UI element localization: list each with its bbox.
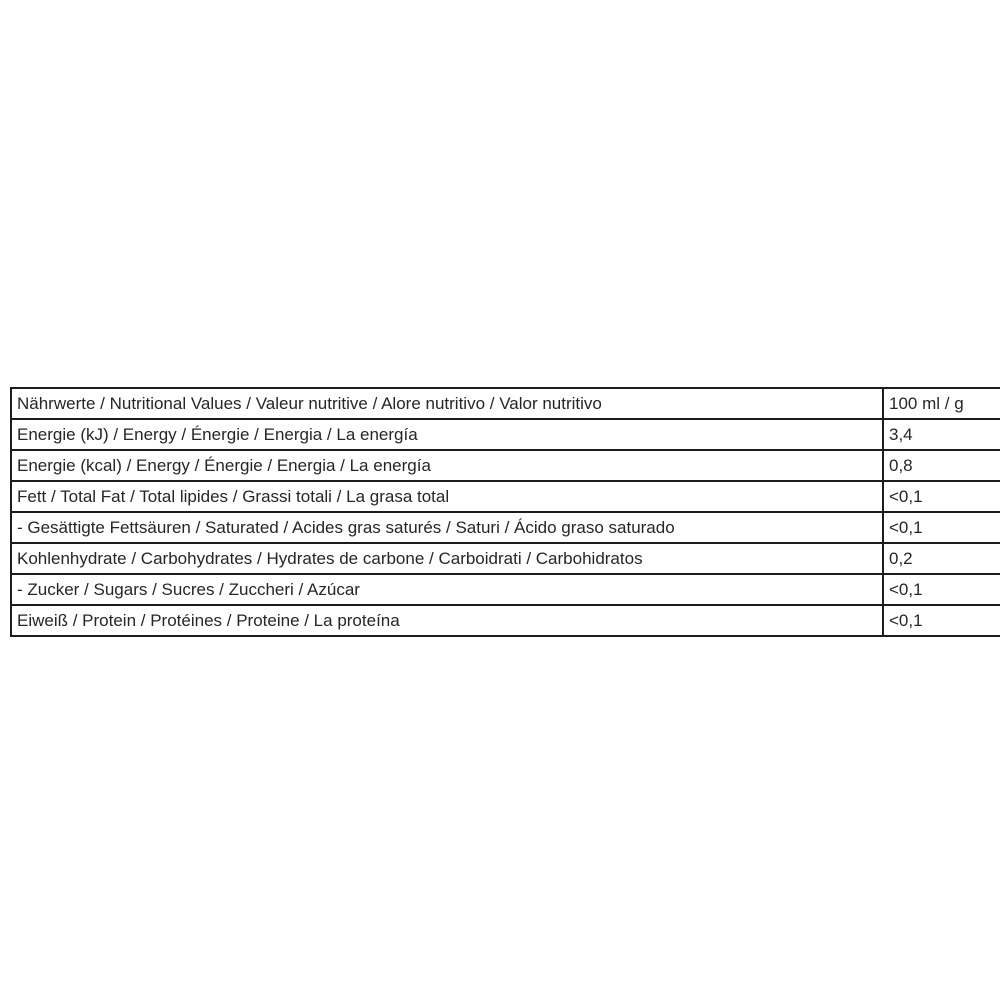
nutrient-label-cell: Kohlenhydrate / Carbohydrates / Hydrates de carbone / Carboidrati / Carbohidratos xyxy=(11,543,883,574)
nutrient-value-cell: <0,1 xyxy=(883,481,1000,512)
table-row xyxy=(11,450,1000,481)
nutrient-value-cell: <0,1 xyxy=(883,574,1000,605)
table-row xyxy=(11,481,1000,512)
nutrient-label-cell: - Gesättigte Fettsäuren / Saturated / Acides gras saturés / Saturi / Ácido graso saturado xyxy=(11,512,883,543)
table-row-header xyxy=(11,388,1000,419)
nutrient-label-cell: Fett / Total Fat / Total lipides / Grassi totali / La grasa total xyxy=(11,481,883,512)
table-row xyxy=(11,543,1000,574)
nutrient-label-cell: - Zucker / Sugars / Sucres / Zuccheri / Azúcar xyxy=(11,574,883,605)
nutrient-value-cell: <0,1 xyxy=(883,605,1000,636)
nutrient-value-cell: 0,2 xyxy=(883,543,1000,574)
table-row xyxy=(11,605,1000,636)
nutrition-values-table xyxy=(10,387,1000,637)
nutrient-label-cell: Eiweiß / Protein / Protéines / Proteine / La proteína xyxy=(11,605,883,636)
nutrient-value-cell: 3,4 xyxy=(883,419,1000,450)
table-row xyxy=(11,574,1000,605)
nutrient-label-cell: Nährwerte / Nutritional Values / Valeur nutritive / Alore nutritivo / Valor nutritivo xyxy=(11,388,883,419)
table-row xyxy=(11,512,1000,543)
table-row xyxy=(11,419,1000,450)
nutrient-value-cell: <0,1 xyxy=(883,512,1000,543)
nutrient-label-cell: Energie (kcal) / Energy / Énergie / Energia / La energía xyxy=(11,450,883,481)
nutrient-value-cell: 0,8 xyxy=(883,450,1000,481)
nutrient-label-cell: Energie (kJ) / Energy / Énergie / Energia / La energía xyxy=(11,419,883,450)
nutrient-value-cell: 100 ml / g xyxy=(883,388,1000,419)
